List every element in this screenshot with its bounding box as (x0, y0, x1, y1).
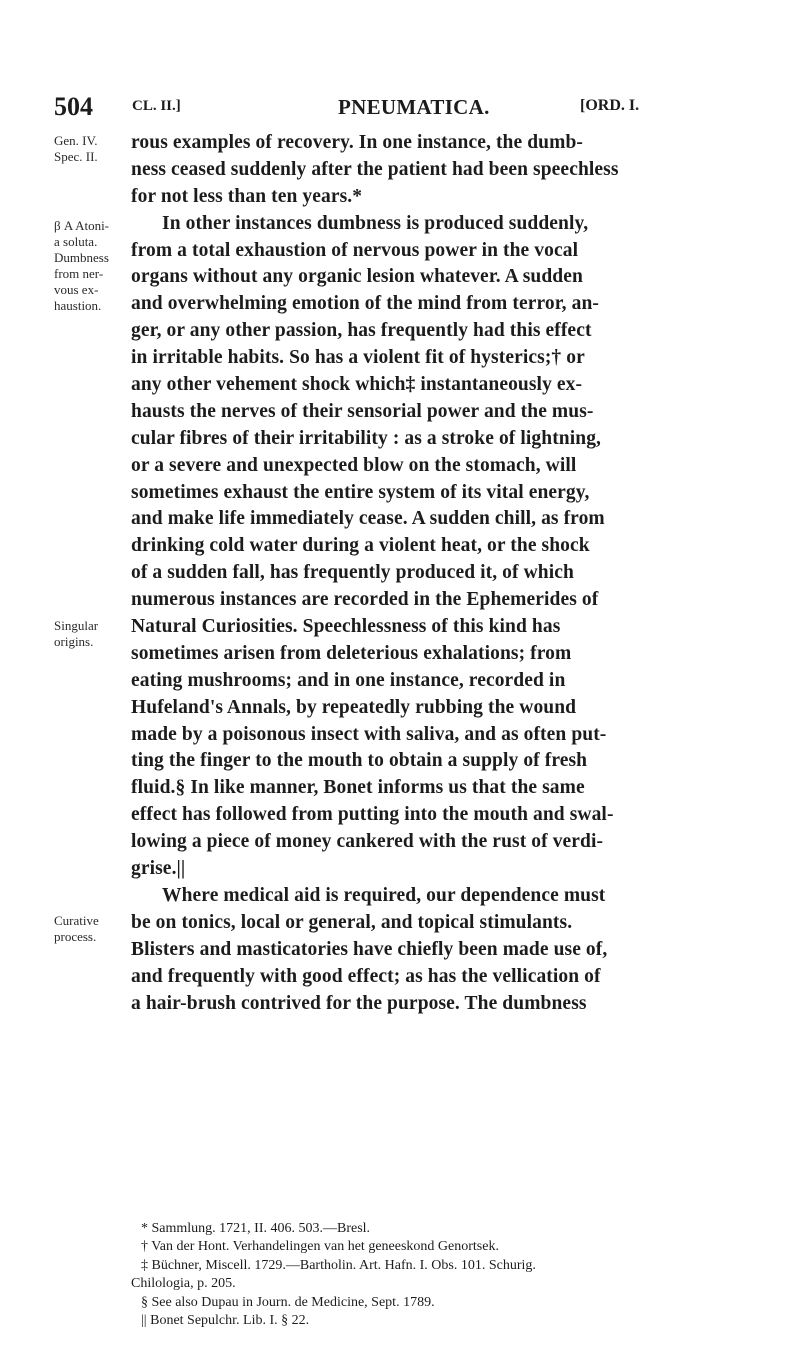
text-line: ger, or any other passion, has frequently had this effect (131, 320, 592, 342)
footnote: ‡ Büchner, Miscell. 1729.—Bartholin. Art. Hafn. I. Obs. 101. Schurig. (141, 1257, 536, 1273)
class-label: CL. II.] (132, 98, 181, 114)
text-line: sometimes exhaust the entire system of its vital energy, (131, 481, 590, 503)
margin-note-line: Spec. II. (54, 149, 98, 164)
text-line: and overwhelming emotion of the mind from terror, an- (131, 293, 600, 315)
margin-note-line: origins. (54, 634, 94, 649)
footnote: || Bonet Sepulchr. Lib. I. § 22. (141, 1313, 310, 1329)
margin-note-line: process. (54, 929, 97, 944)
text-line: numerous instances are recorded in the Ephemerides of (131, 589, 599, 611)
margin-note-line: a soluta. (54, 234, 98, 249)
order-label: [ORD. I. (580, 97, 640, 114)
footnote: * Sammlung. 1721, II. 406. 503.—Bresl. (141, 1221, 371, 1236)
text-line: in irritable habits. So has a violent fit of hysterics;† or (131, 347, 585, 369)
text-line: of a sudden fall, has frequently produced it, of which (131, 562, 574, 584)
text-line: hausts the nerves of their sensorial power and the mus- (131, 400, 594, 422)
text-line: Natural Curiosities. Speechlessness of this kind has (131, 616, 561, 638)
text-line: or a severe and unexpected blow on the stomach, will (131, 454, 577, 476)
text-line: organs without any organic lesion whatever. A sudden (131, 266, 583, 288)
text-line: and frequently with good effect; as has the vellication of (131, 965, 601, 987)
footnote: † Van der Hont. Verhandelingen van het geneeskond Genortsek. (141, 1239, 499, 1255)
margin-note-curative-process (54, 913, 99, 945)
margin-note-line: Dumbness (54, 250, 109, 265)
text-line: ness ceased suddenly after the patient had been speechless (131, 158, 619, 180)
footnotes (131, 1220, 751, 1330)
margin-note-line: haustion. (54, 298, 102, 313)
text-line: In other instances dumbness is produced suddenly, (162, 212, 589, 234)
text-line: effect has followed from putting into the mouth and swal- (131, 804, 614, 826)
text-line: Hufeland's Annals, by repeatedly rubbing the wound (131, 696, 577, 718)
text-line: Blisters and masticatories have chiefly been made use of, (131, 938, 608, 960)
text-line: cular fibres of their irritability : as a stroke of lightning, (131, 427, 602, 449)
footnote: § See also Dupau in Journ. de Medicine, Sept. 1789. (141, 1294, 435, 1310)
margin-note-line: Singular (54, 618, 99, 633)
margin-note-line: Gen. IV. (54, 133, 98, 148)
text-line: Where medical aid is required, our dependence must (162, 884, 606, 906)
text-line: eating mushrooms; and in one instance, recorded in (131, 669, 566, 691)
footnote-continuation: Chilologia, p. 205. (131, 1276, 236, 1292)
margin-note-line: from ner- (54, 266, 104, 281)
running-title: PNEUMATICA. (338, 95, 490, 119)
text-line: made by a poisonous insect with saliva, and as often put- (131, 723, 607, 745)
text-line: and make life immediately cease. A sudden chill, as from (131, 508, 605, 530)
text-line: fluid.§ In like manner, Bonet informs us that the same (131, 777, 585, 799)
text-line: for not less than ten years.* (131, 185, 363, 207)
margin-note-dumbness (54, 218, 109, 314)
margin-note-line: vous ex- (54, 282, 99, 297)
text-line: be on tonics, local or general, and topical stimulants. (131, 911, 573, 933)
text-line: drinking cold water during a violent heat, or the shock (131, 535, 590, 557)
text-line: a hair-brush contrived for the purpose. The dumbness (131, 992, 587, 1014)
margin-note-line: Curative (54, 913, 99, 928)
text-line: grise.|| (131, 858, 186, 880)
text-line: rous examples of recovery. In one instance, the dumb- (131, 132, 583, 153)
text-line: sometimes arisen from deleterious exhalations; from (131, 642, 572, 664)
page-number: 504 (54, 92, 93, 121)
text-line: ting the finger to the mouth to obtain a supply of fresh (131, 750, 588, 772)
margin-note-line: β A Atoni- (54, 218, 110, 233)
body-text (131, 130, 751, 1017)
margin-note-singular-origins (54, 618, 98, 650)
margin-note-genus-species (54, 133, 98, 165)
text-line: lowing a piece of money cankered with the rust of verdi- (131, 831, 604, 853)
text-line: any other vehement shock which‡ instantaneously ex- (131, 374, 583, 396)
text-line: from a total exhaustion of nervous power in the vocal (131, 239, 579, 261)
